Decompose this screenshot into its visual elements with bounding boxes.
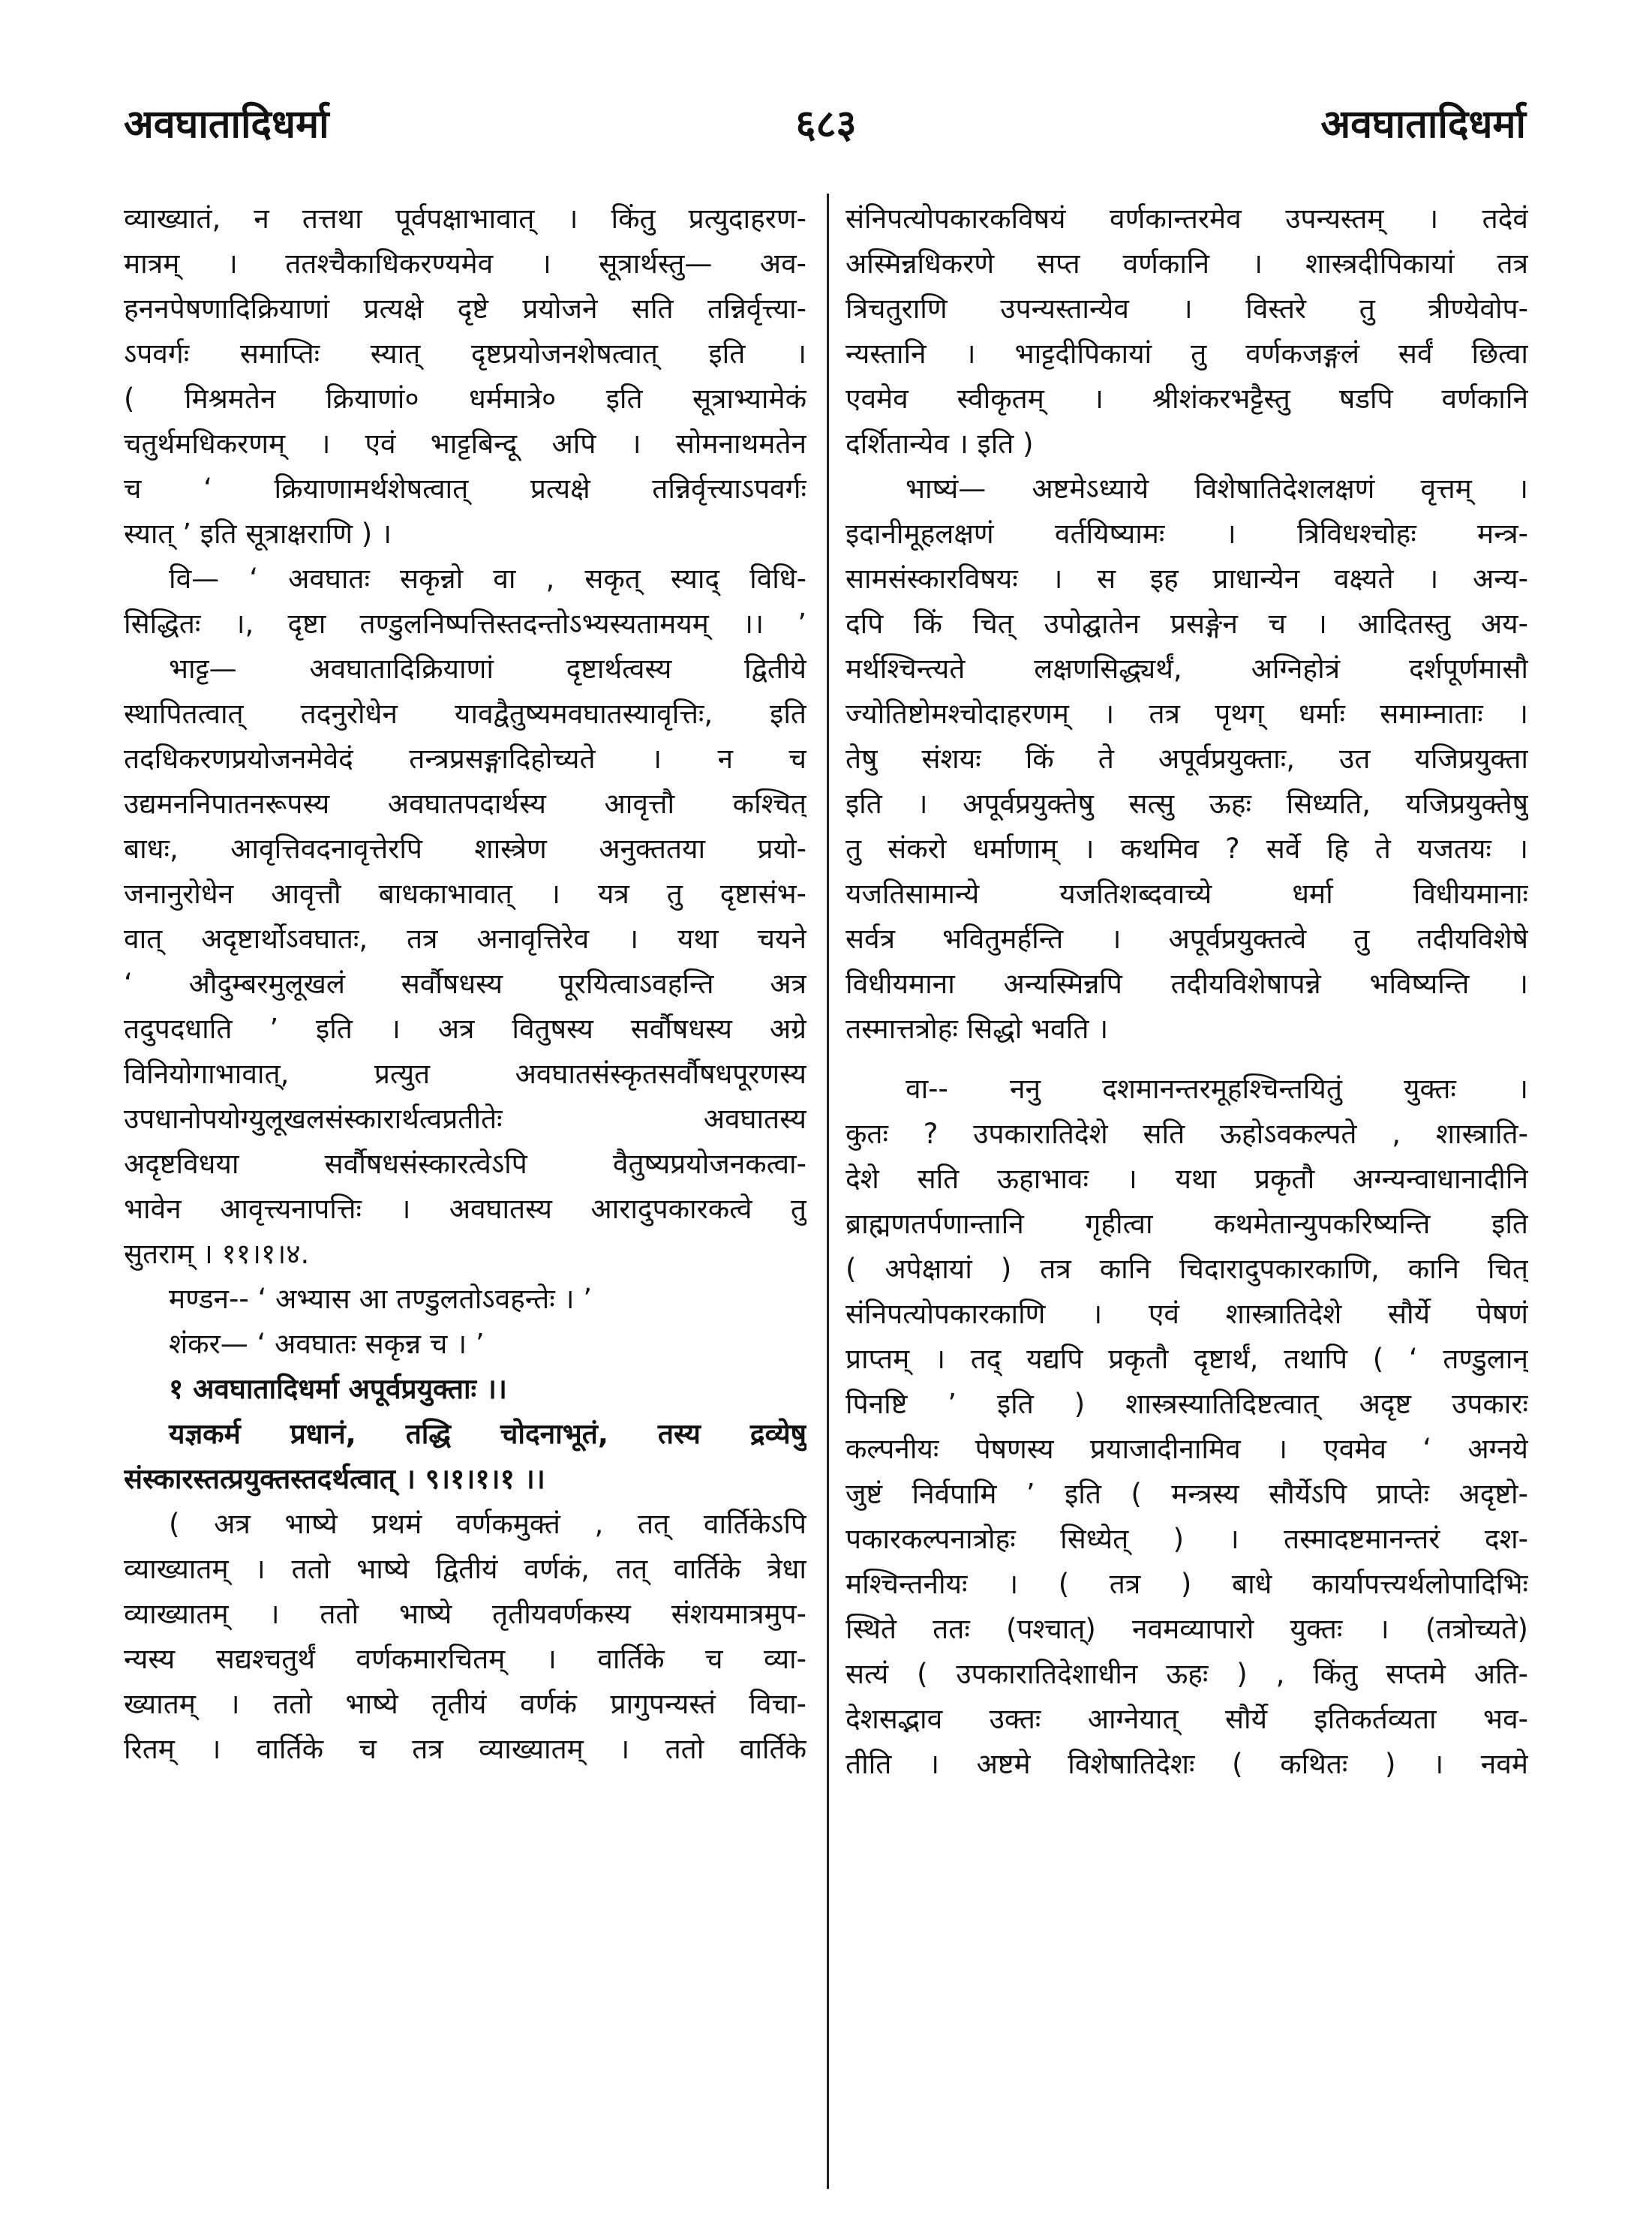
- text-line: पिनष्टि ’ इति ) शास्त्रस्यातिदिष्टत्वात् अदृष्ट उपकारः: [846, 1388, 1528, 1420]
- right-text-column: [846, 197, 1528, 1787]
- text-line: तु संकरो धर्माणाम् । कथमिव ? सर्वे हि ते यजतयः ।: [846, 833, 1528, 865]
- text-line: रितम् । वार्तिके च तत्र व्याख्यातम् । ततो वार्तिके: [124, 1733, 806, 1765]
- text-line: प्राप्तम् । तद् यद्यपि प्रकृतौ दृष्टार्थं, तथापि ( ‘ तण्डुलान्: [846, 1343, 1528, 1375]
- text-line: अस्मिन्नधिकरणे सप्त वर्णकानि । शास्त्रदीपिकायां तत्र: [846, 248, 1528, 280]
- text-line: ख्यातम् । ततो भाष्ये तृतीयं वर्णकं प्रागुपन्यस्तं विचा-: [124, 1688, 806, 1720]
- text-line: मश्चिन्तनीयः । ( तत्र ) बाधे कार्यापत्त्यर्थलोपादिभिः: [846, 1568, 1528, 1600]
- text-line: तदुपदधाति ’ इति । अत्र वितुषस्य सर्वौषधस्य अग्रे: [124, 1013, 806, 1045]
- text-line: वात् अदृष्टार्थोऽवघातः, तत्र अनावृत्तिरेव । यथा चयने: [124, 923, 806, 955]
- text-line: ‘ औदुम्बरमुलूखलं सर्वौषधस्य पूरयित्वाऽवहन्ति अत्र: [124, 968, 806, 1000]
- text-line: उद्यमननिपातनरूपस्य अवघातपदार्थस्य आवृत्तौ कश्चित्: [124, 788, 806, 820]
- text-line: देशसद्भाव उक्तः आग्नेयात् सौर्ये इतिकर्तव्यता भव-: [846, 1703, 1528, 1735]
- text-line: तदधिकरणप्रयोजनमेवेदं तन्त्रप्रसङ्गादिहोच्यते । न च: [124, 743, 806, 775]
- text-line: शंकर— ‘ अवघातः सकृन्न च । ’: [169, 1328, 485, 1360]
- text-line: त्रिचतुराणि उपन्यस्तान्येव । विस्तरे तु त्रीण्येवोप-: [846, 293, 1528, 325]
- text-line: मर्थश्चिन्त्यते लक्षणसिद्ध्यर्थं, अग्निहोत्रं दर्शपूर्णमासौ: [846, 653, 1528, 685]
- running-head-left: अवघातादिधर्मा: [124, 102, 329, 147]
- text-line: वा-- ननु दशमानन्तरमूहश्चिन्तयितुं युक्तः ।: [906, 1073, 1528, 1105]
- text-line: संस्कारस्तत्प्रयुक्तस्तदर्थत्वात् । ९।१।१।१ ।।: [124, 1463, 545, 1495]
- text-line: संनिपत्योपकारकविषयं वर्णकान्तरमेव उपन्यस्तम् । तदेवं: [846, 203, 1528, 235]
- text-line: कल्पनीयः पेषणस्य प्रयाजादीनामिव । एवमेव ‘ अग्नये: [846, 1433, 1528, 1465]
- text-line: विनियोगाभावात्, प्रत्युत अवघातसंस्कृतसर्वौषधपूरणस्य: [124, 1058, 806, 1090]
- text-line: १ अवघातादिधर्मा अपूर्वप्रयुक्ताः ।।: [169, 1373, 507, 1405]
- text-line: इदानीमूहलक्षणं वर्तयिष्यामः । त्रिविधश्चोहः मन्त्र-: [846, 518, 1528, 550]
- text-line: सर्वत्र भवितुमर्हन्ति । अपूर्वप्रयुक्तत्वे तु तदीयविशेषे: [846, 923, 1528, 955]
- text-line: विधीयमाना अन्यस्मिन्नपि तदीयविशेषापन्ने भविष्यन्ति ।: [846, 968, 1528, 1000]
- text-line: ऽपवर्गः समाप्तिः स्यात् दृष्टप्रयोजनशेषत्वात् इति ।: [124, 338, 806, 370]
- text-line: यजतिसामान्ये यजतिशब्दवाच्ये धर्मा विधीयमानाः: [846, 878, 1528, 910]
- text-line: भावेन आवृत्त्यनापत्तिः । अवघातस्य आरादुपकारकत्वे तु: [124, 1193, 806, 1225]
- text-line: सिद्धितः ।, दृष्टा तण्डुलनिष्पत्तिस्तदन्तोऽभ्यस्यतामयम् ।। ’: [124, 608, 806, 640]
- text-line: स्यात् ’ इति सूत्राक्षराणि ) ।: [124, 518, 392, 550]
- text-line: कुतः ? उपकारातिदेशे सति ऊहोऽवकल्पते , शास्त्राति-: [846, 1118, 1528, 1150]
- text-line: तीति । अष्टमे विशेषातिदेशः ( कथितः ) । नवमे: [846, 1748, 1528, 1780]
- text-line: जुष्टं निर्वपामि ’ इति ( मन्त्रस्य सौर्येऽपि प्राप्तेः अदृष्टो-: [846, 1478, 1528, 1510]
- paragraph-gap: [846, 1052, 1528, 1067]
- text-line: चतुर्थमधिकरणम् । एवं भाट्टबिन्दू अपि । सोमनाथमतेन: [124, 428, 806, 460]
- running-head-right: अवघातादिधर्मा: [1320, 102, 1526, 147]
- text-line: सत्यं ( उपकारातिदेशाधीन ऊहः ) , किंतु सप्तमे अति-: [846, 1658, 1528, 1690]
- text-line: ( अत्र भाष्ये प्रथमं वर्णकमुक्तं , तत् वार्तिकेऽपि: [169, 1508, 806, 1540]
- text-line: एवमेव स्वीकृतम् । श्रीशंकरभट्टैस्तु षडपि वर्णकानि: [846, 383, 1528, 415]
- text-line: ब्राह्मणतर्पणान्तानि गृहीत्वा कथमेतान्युपकरिष्यन्ति इति: [846, 1208, 1528, 1240]
- text-line: भाट्ट— अवघातादिक्रियाणां दृष्टार्थत्वस्य द्वितीये: [169, 653, 806, 685]
- text-line: व्याख्यातम् । ततो भाष्ये द्वितीयं वर्णकं, तत् वार्तिके त्रेधा: [124, 1553, 806, 1585]
- text-line: स्थिते ततः (पश्चात्) नवमव्यापारो युक्तः । (तत्रोच्यते): [846, 1613, 1528, 1645]
- left-text-column: [124, 197, 806, 1772]
- text-line: अदृष्टविधया सर्वौषधसंस्कारत्वेऽपि वैतुष्यप्रयोजनकत्वा-: [124, 1148, 806, 1180]
- text-line: पकारकल्पनात्रोहः सिध्येत् ) । तस्मादष्टमानन्तरं दश-: [846, 1523, 1528, 1555]
- text-line: दर्शितान्येव । इति ): [846, 428, 1034, 460]
- text-line: भाष्यं— अष्टमेऽध्याये विशेषातिदेशलक्षणं वृत्तम् ।: [906, 473, 1528, 505]
- text-line: स्थापितत्वात् तदनुरोधेन यावद्वैतुष्यमवघातस्यावृत्तिः, इति: [124, 698, 806, 730]
- text-line: जनानुरोधेन आवृत्तौ बाधकाभावात् । यत्र तु दृष्टासंभ-: [124, 878, 806, 910]
- text-line: तेषु संशयः किं ते अपूर्वप्रयुक्ताः, उत यजिप्रयुक्ता: [846, 743, 1528, 775]
- text-line: यज्ञकर्म प्रधानं, तद्धि चोदनाभूतं, तस्य द्रव्येषु: [169, 1418, 806, 1450]
- text-line: न्यस्य सद्यश्चतुर्थं वर्णकमारचितम् । वार्तिके च व्या-: [124, 1643, 806, 1675]
- column-divider: [827, 194, 829, 2189]
- text-line: दपि किं चित् उपोद्घातेन प्रसङ्गेन च । आदितस्तु अय-: [846, 608, 1528, 640]
- text-line: वि— ‘ अवघातः सकृन्नो वा , सकृत् स्याद् विधि-: [169, 563, 806, 595]
- text-line: उपधानोपयोग्युलूखलसंस्कारार्थत्वप्रतीतेः अवघातस्य: [124, 1103, 806, 1135]
- text-line: न्यस्तानि । भाट्टदीपिकायां तु वर्णकजङ्गलं सर्वं छित्वा: [846, 338, 1528, 370]
- text-line: देशे सति ऊहाभावः । यथा प्रकृतौ अग्न्यन्वाधानादीनि: [846, 1163, 1528, 1195]
- text-line: ( अपेक्षायां ) तत्र कानि चिदारादुपकारकाणि, कानि चित्: [846, 1253, 1528, 1285]
- text-line: व्याख्यातम् । ततो भाष्ये तृतीयवर्णकस्य संशयमात्रमुप-: [124, 1598, 806, 1630]
- page-number: ६८३: [795, 102, 857, 147]
- text-line: संनिपत्योपकारकाणि । एवं शास्त्रातिदेशे सौर्ये पेषणं: [846, 1298, 1528, 1330]
- text-line: इति । अपूर्वप्रयुक्तेषु सत्सु ऊहः सिध्यति, यजिप्रयुक्तेषु: [846, 788, 1528, 820]
- text-line: सामसंस्कारविषयः । स इह प्राधान्येन वक्ष्यते । अन्य-: [846, 563, 1528, 595]
- text-line: ( मिश्रमतेन क्रियाणां० धर्ममात्रे० इति सूत्राभ्यामेकं: [124, 383, 806, 415]
- text-line: व्याख्यातं, न तत्तथा पूर्वपक्षाभावात् । किंतु प्रत्युदाहरण-: [124, 203, 806, 235]
- text-line: ज्योतिष्टोमश्चोदाहरणम् । तत्र पृथग् धर्माः समाम्नाताः ।: [846, 698, 1528, 730]
- text-line: तस्मात्तत्रोहः सिद्धो भवति ।: [846, 1013, 1109, 1045]
- text-line: च ‘ क्रियाणामर्थशेषत्वात् प्रत्यक्षे तन्निर्वृत्त्याऽपवर्गः: [124, 473, 806, 505]
- text-line: सुतराम् । ११।१।४.: [124, 1238, 310, 1270]
- text-line: मात्रम् । ततश्चैकाधिकरण्यमेव । सूत्रार्थस्तु— अव-: [124, 248, 806, 280]
- text-line: मण्डन-- ‘ अभ्यास आ तण्डुलतोऽवहन्तेः । ’: [169, 1283, 593, 1315]
- text-line: बाधः, आवृत्तिवदनावृत्तेरपि शास्त्रेण अनुक्ततया प्रयो-: [124, 833, 806, 865]
- text-line: हननपेषणादिक्रियाणां प्रत्यक्षे दृष्टे प्रयोजने सति तन्निर्वृत्त्या-: [124, 293, 806, 325]
